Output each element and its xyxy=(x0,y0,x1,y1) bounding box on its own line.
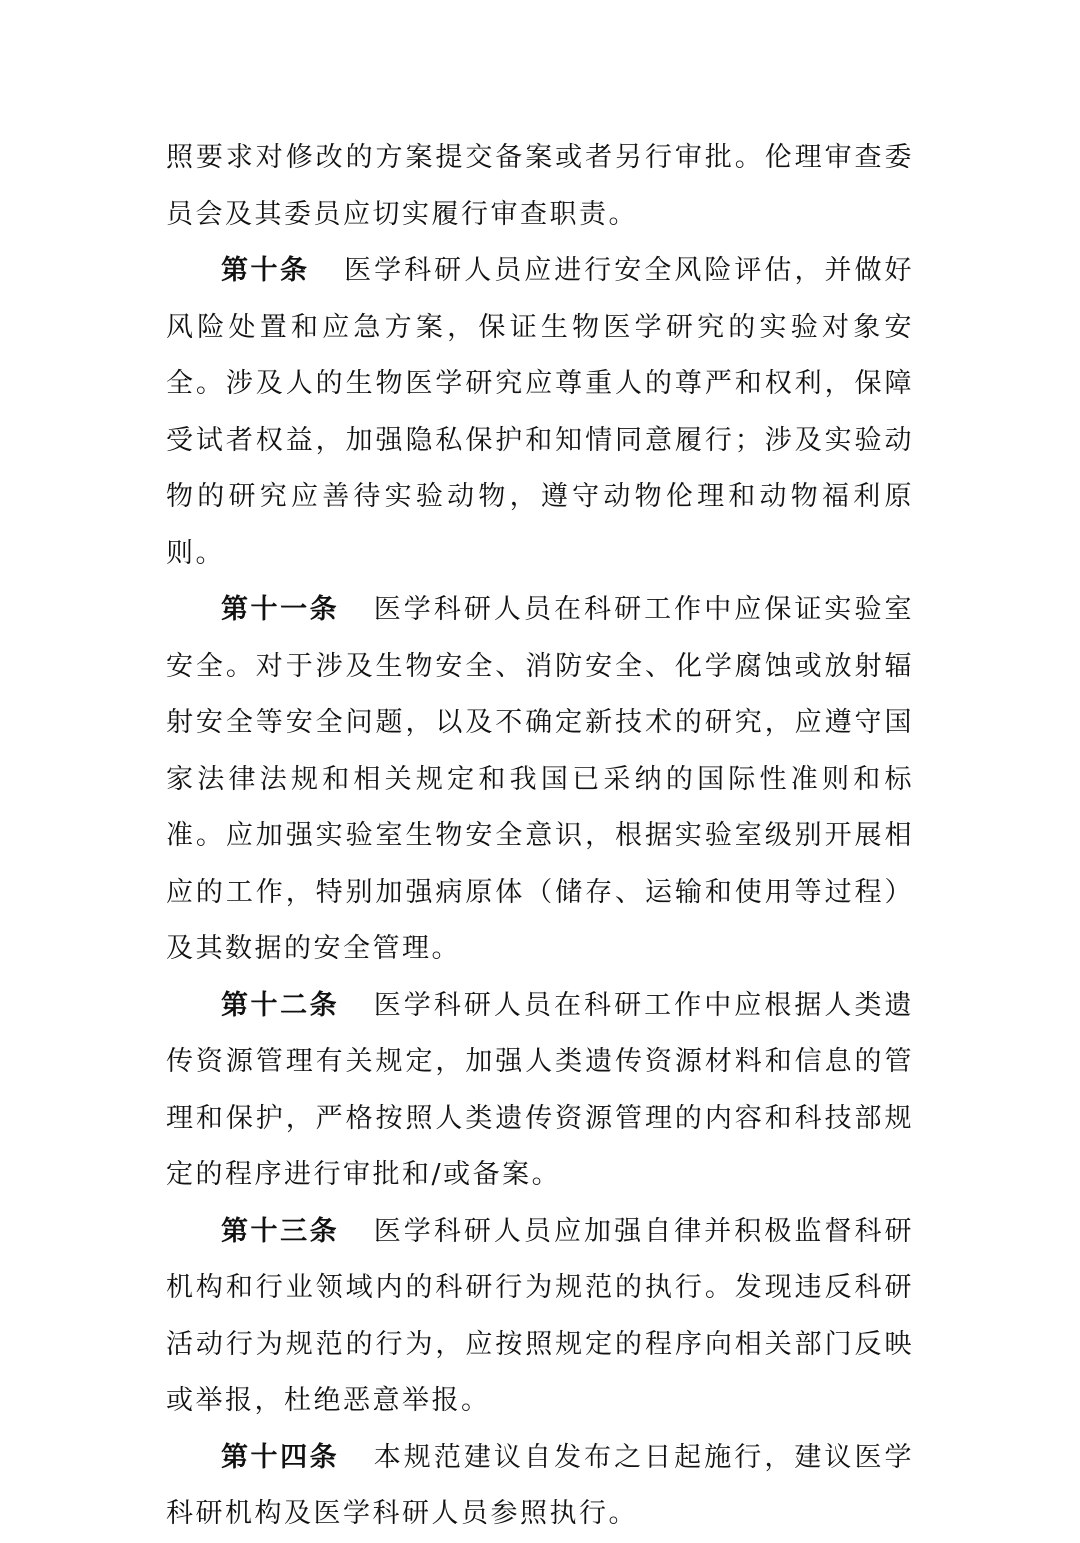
article-text: 医学科研人员在科研工作中应根据人类遗传资源管理有关规定，加强人类遗传资源材料和信息的管理和保护，严格按照人类遗传资源管理的内容和科技部规定的程序进行审批和/或备案。 xyxy=(166,989,915,1190)
article-11 xyxy=(166,582,914,978)
article-14 xyxy=(166,1430,914,1543)
article-heading: 第十二条 xyxy=(221,989,340,1021)
article-heading: 第十条 xyxy=(221,255,310,286)
article-heading: 第十四条 xyxy=(221,1441,340,1473)
article-text: 医学科研人员应加强自律并积极监督科研机构和行业领域内的科研行为规范的执行。发现违反科研活动行为规范的行为，应按照规定的程序向相关部门反映或举报，杜绝恶意举报。 xyxy=(166,1215,915,1416)
article-text: 本规范建议自发布之日起施行，建议医学科研机构及医学科研人员参照执行。 xyxy=(166,1441,915,1529)
article-text: 医学科研人员在科研工作中应保证实验室安全。对于涉及生物安全、消防安全、化学腐蚀或放射辐射安全等安全问题，以及不确定新技术的研究，应遵守国家法律法规和相关规定和我国已采纳的国际性准则和标准。应加强实验室生物安全意识，根据实验室级别开展相应的工作，特别加强病原体（储存、运输和使用等过程）及其数据的安全管理。 xyxy=(166,594,915,964)
paragraph-text: 照要求对修改的方案提交备案或者另行审批。伦理审查委员会及其委员应切实履行审查职责。 xyxy=(166,142,914,230)
article-13 xyxy=(166,1204,914,1430)
document-body xyxy=(166,130,914,1543)
article-heading: 第十一条 xyxy=(221,594,340,625)
article-12 xyxy=(166,978,914,1204)
article-heading: 第十三条 xyxy=(221,1215,340,1247)
article-10 xyxy=(166,243,914,582)
paragraph-continuation xyxy=(166,130,914,243)
article-text: 医学科研人员应进行安全风险评估，并做好风险处置和应急方案，保证生物医学研究的实验对象安全。涉及人的生物医学研究应尊重人的尊严和权利，保障受试者权益，加强隐私保护和知情同意履行；涉及实验动物的研究应善待实验动物，遵守动物伦理和动物福利原则。 xyxy=(166,255,915,569)
